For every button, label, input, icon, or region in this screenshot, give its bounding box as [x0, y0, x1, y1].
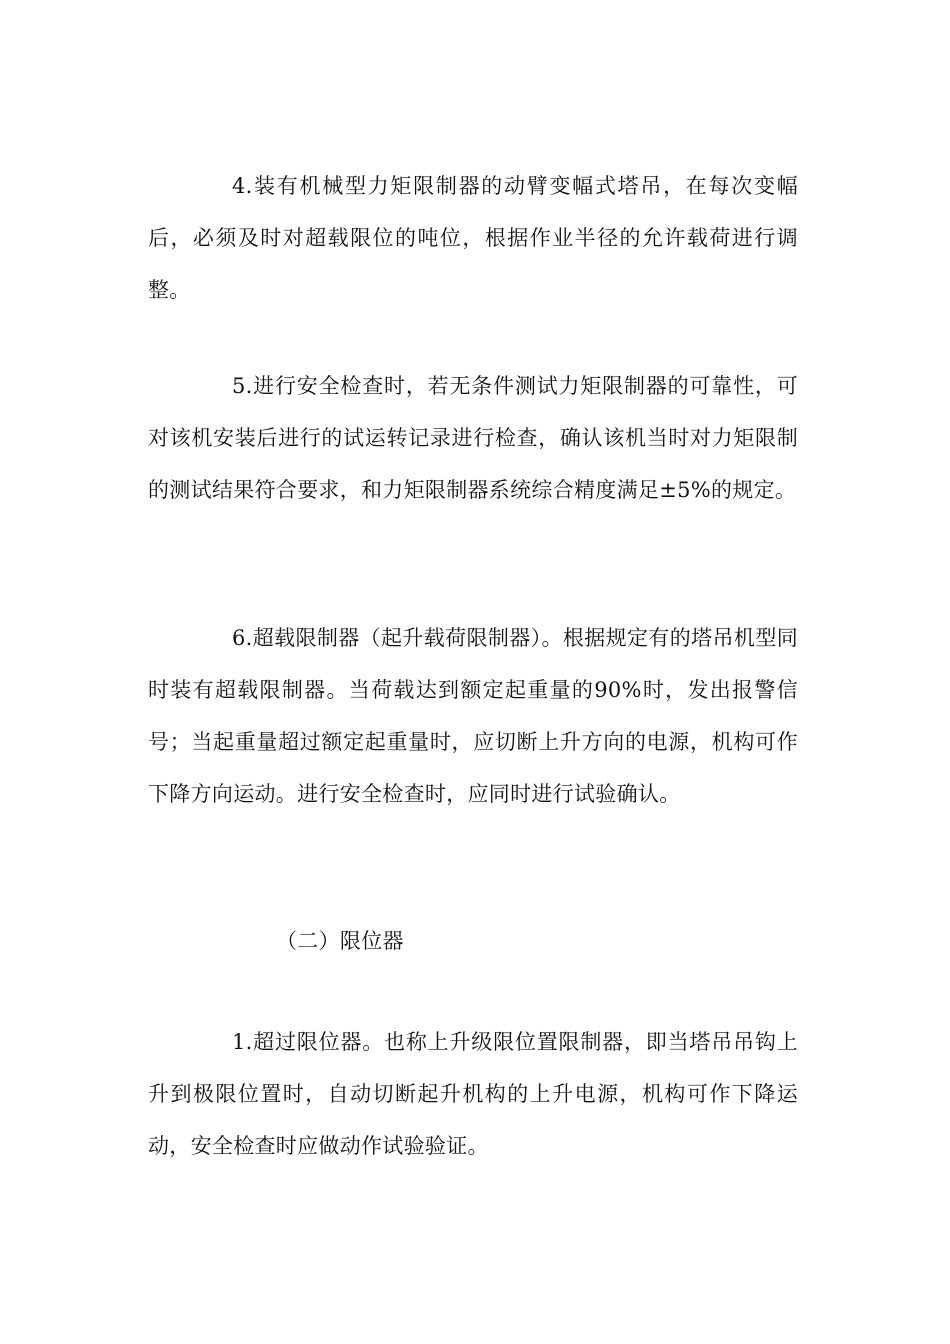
- paragraph-item-5: 5.进行安全检查时，若无条件测试力矩限制器的可靠性，可对该机安装后进行的试运转记录进行检查，确认该机当时对力矩限制的测试结果符合要求，和力矩限制器系统综合精度满足±5%的规定。: [148, 374, 798, 502]
- paragraph-item-1: 1.超过限位器。也称上升级限位置限制器，即当塔吊吊钩上升到极限位置时，自动切断起升机构的上升电源，机构可作下降运动，安全检查时应做动作试验验证。: [148, 1030, 798, 1158]
- paragraph-item-4: 4.装有机械型力矩限制器的动臂变幅式塔吊，在每次变幅后，必须及时对超载限位的吨位，根据作业半径的允许载荷进行调整。: [148, 174, 798, 302]
- paragraph-item-6: 6.超载限制器（起升载荷限制器）。根据规定有的塔吊机型同时装有超载限制器。当荷载达到额定起重量的90%时，发出报警信号；当起重量超过额定起重量时，应切断上升方向的电源，机构可作下降方向运动。进行安全检查时，应同时进行试验确认。: [148, 626, 798, 806]
- section-heading-limiters: （二）限位器: [276, 929, 404, 953]
